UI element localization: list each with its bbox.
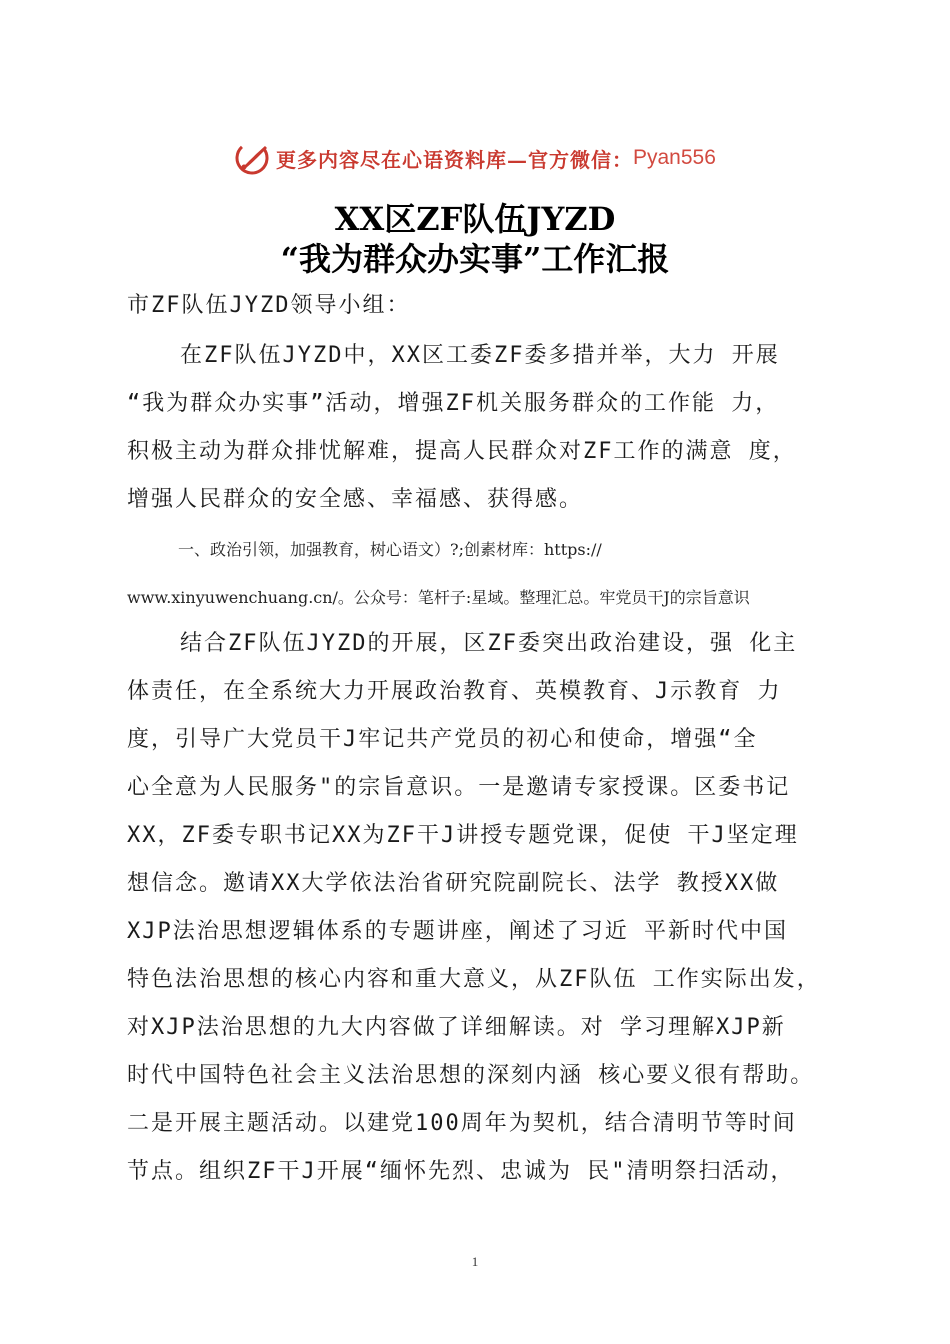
banner-wechat-id: Pyan556 — [633, 146, 716, 169]
para2-line: 心全意为人民服务"的宗旨意识。一是邀请专家授课。区委书记 — [127, 775, 791, 800]
para1-line: 增强人民群众的安全感、幸福感、获得感。 — [127, 487, 584, 512]
section-heading-line: 一、政治引领，加强教育，树心语文）?;创素材库：https:// — [178, 540, 602, 559]
para1-line: 积极主动为群众排忧解难，提高人民群众对ZF工作的满意 度， — [127, 439, 797, 464]
para2-line: 度，引导广大党员干J牢记共产党员的初心和使命，增强“全 — [127, 727, 758, 752]
para1-line: “我为群众办实事”活动，增强ZF机关服务群众的工作能 力， — [127, 391, 780, 416]
watermark-banner — [232, 138, 752, 178]
para2-line: 特色法治思想的核心内容和重大意义，从ZF队伍 工作实际出发， — [127, 967, 821, 992]
para2-line: XX，ZF委专职书记XX为ZF干J讲授专题党课，促使 干J坚定理 — [127, 823, 799, 848]
para2-line: 二是开展主题活动。以建党100周年为契机，结合清明节等时间 — [127, 1111, 797, 1136]
para2-line: 节点。组织ZF干J开展“缅怀先烈、忠诚为 民"清明祭扫活动， — [127, 1159, 795, 1184]
para2-line: 结合ZF队伍JYZD的开展，区ZF委突出政治建设，强 化主 — [180, 631, 798, 656]
para2-line: 体责任，在全系统大力开展政治教育、英模教育、J示教育 力 — [127, 679, 782, 704]
section-heading-line: www.xinyuwenchuang.cn/。公众号：笔杆子:星域。整理汇总。牢党员干J的宗旨意识 — [127, 588, 750, 607]
title-line-2: “我为群众办实事”工作汇报 — [280, 240, 670, 278]
title-line-1: XX区ZF队伍JYZD — [334, 200, 616, 238]
para2-line: 对XJP法治思想的九大内容做了详细解读。对 学习理解XJP新 — [127, 1015, 786, 1040]
para2-line: 时代中国特色社会主义法治思想的深刻内涵 核心要义很有帮助。 — [127, 1063, 815, 1088]
brush-logo-icon — [232, 138, 272, 178]
page-number: 1 — [471, 1254, 479, 1269]
salutation: 市ZF队伍JYZD领导小组： — [127, 293, 411, 318]
para2-line: 想信念。邀请XX大学依法治省研究院副院长、法学 教授XX做 — [127, 871, 780, 896]
para2-line: XJP法治思想逻辑体系的专题讲座，阐述了习近 平新时代中国 — [127, 919, 788, 944]
para1-line: 在ZF队伍JYZD中，XX区工委ZF委多措并举，大力 开展 — [180, 343, 780, 368]
banner-text: 更多内容尽在心语资料库—官方微信： — [276, 147, 633, 172]
